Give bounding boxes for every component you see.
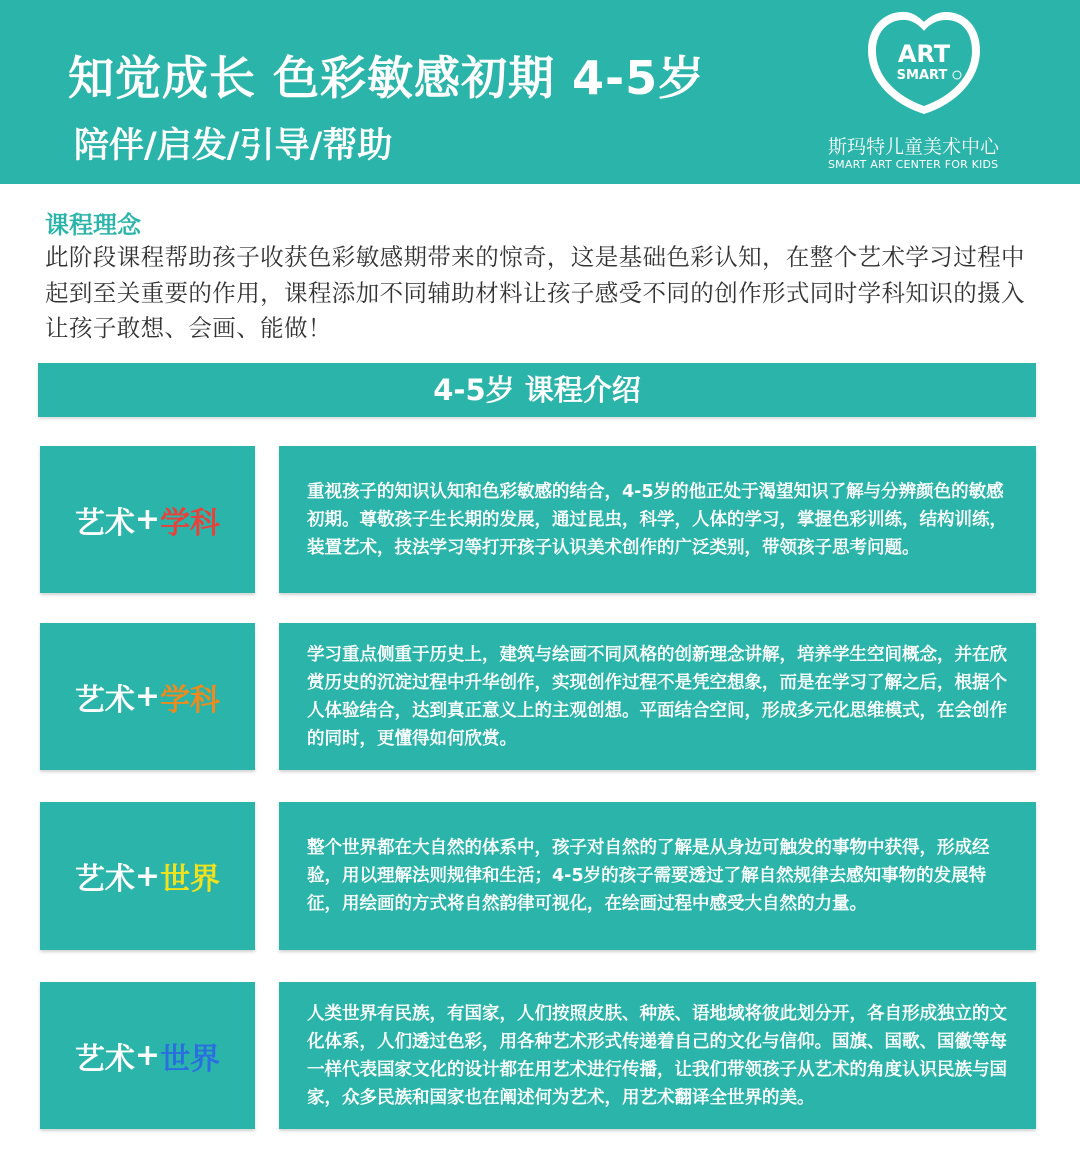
course-description-text: 人类世界有民族，有国家，人们按照皮肤、种族、语地域将彼此划分开，各自形成独立的文化体系，人们透过色彩，用各种艺术形式传递着自己的文化与信仰。国旗、国歌、国徽等每一样代表国家文化的设计都在用艺术进行传播，让我们带领孩子从艺术的角度认识民族与国家，众多民族和国家也在阐述何为艺术，用艺术翻译全世界的美。	[307, 1003, 1007, 1108]
label-art: 艺术	[74, 682, 135, 718]
label-plus: +	[134, 858, 161, 894]
course-description	[279, 802, 1036, 950]
label-world: 世界	[160, 862, 221, 897]
logo-english-name: SMART ART CENTER FOR KIDS	[828, 158, 999, 171]
course-description-text: 整个世界都在大自然的体系中，孩子对自然的了解是从身边可触发的事物中获得，形成经验，用以理解法则规律和生活；4-5岁的孩子需要透过了解自然规律去感知事物的发展特征，用绘画的方式将自然韵律可视化，在绘画过程中感受大自然的力量。	[307, 838, 990, 914]
label-plus: +	[134, 679, 161, 714]
course-intro-banner: 4-5岁 课程介绍	[38, 363, 1036, 417]
course-label-art-subject	[40, 446, 255, 593]
course-description	[279, 446, 1036, 593]
label-plus: +	[134, 502, 161, 537]
course-description	[279, 982, 1036, 1129]
label-subject: 学科	[160, 682, 221, 718]
course-description-text: 重视孩子的知识认知和色彩敏感的结合，4-5岁的他正处于渴望知识了解与分辨颜色的敏感初期。尊敬孩子生长期的发展，通过昆虫，科学，人体的学习，掌握色彩训练，结构训练，装置艺术，技法学习等打开孩子认识美术创作的广泛类别，带领孩子思考问题。	[307, 481, 1007, 558]
course-description-text: 学习重点侧重于历史上，建筑与绘画不同风格的创新理念讲解，培养学生空间概念，并在欣赏历史的沉淀过程中升华创作，实现创作过程不是凭空想象，而是在学习了解之后，根据个人体验结合，达到真正意义上的主观创想。平面结合空间，形成多元化思维模式，在会创作的同时，更懂得如何欣赏。	[307, 644, 1007, 749]
label-art: 艺术	[74, 1041, 135, 1077]
header-band	[0, 0, 1080, 184]
label-plus: +	[134, 1038, 161, 1073]
label-art: 艺术	[74, 862, 135, 897]
logo-text-top: ART	[897, 40, 951, 68]
course-label-art-world	[40, 982, 255, 1129]
logo-text-bottom: SMART	[896, 68, 948, 83]
concept-heading: 课程理念	[45, 211, 141, 239]
course-label-art-subject	[40, 623, 255, 770]
course-description	[279, 623, 1036, 770]
label-subject: 学科	[160, 505, 221, 541]
concept-paragraph: 此阶段课程帮助孩子收获色彩敏感期带来的惊奇，这是基础色彩认知，在整个艺术学习过程中起到至关重要的作用，课程添加不同辅助材料让孩子感受不同的创作形式同时学科知识的摄入让孩子敢想、会画、能做！	[45, 243, 1025, 342]
label-world: 世界	[160, 1041, 221, 1077]
logo-chinese-name: 斯玛特儿童美术中心	[828, 136, 1000, 158]
art-smart-logo	[862, 6, 986, 118]
label-art: 艺术	[74, 505, 135, 541]
course-label-art-world	[40, 802, 255, 950]
page-subtitle: 陪伴/启发/引导/帮助	[74, 126, 393, 166]
page-title: 知觉成长 色彩敏感初期 4-5岁	[68, 51, 706, 105]
